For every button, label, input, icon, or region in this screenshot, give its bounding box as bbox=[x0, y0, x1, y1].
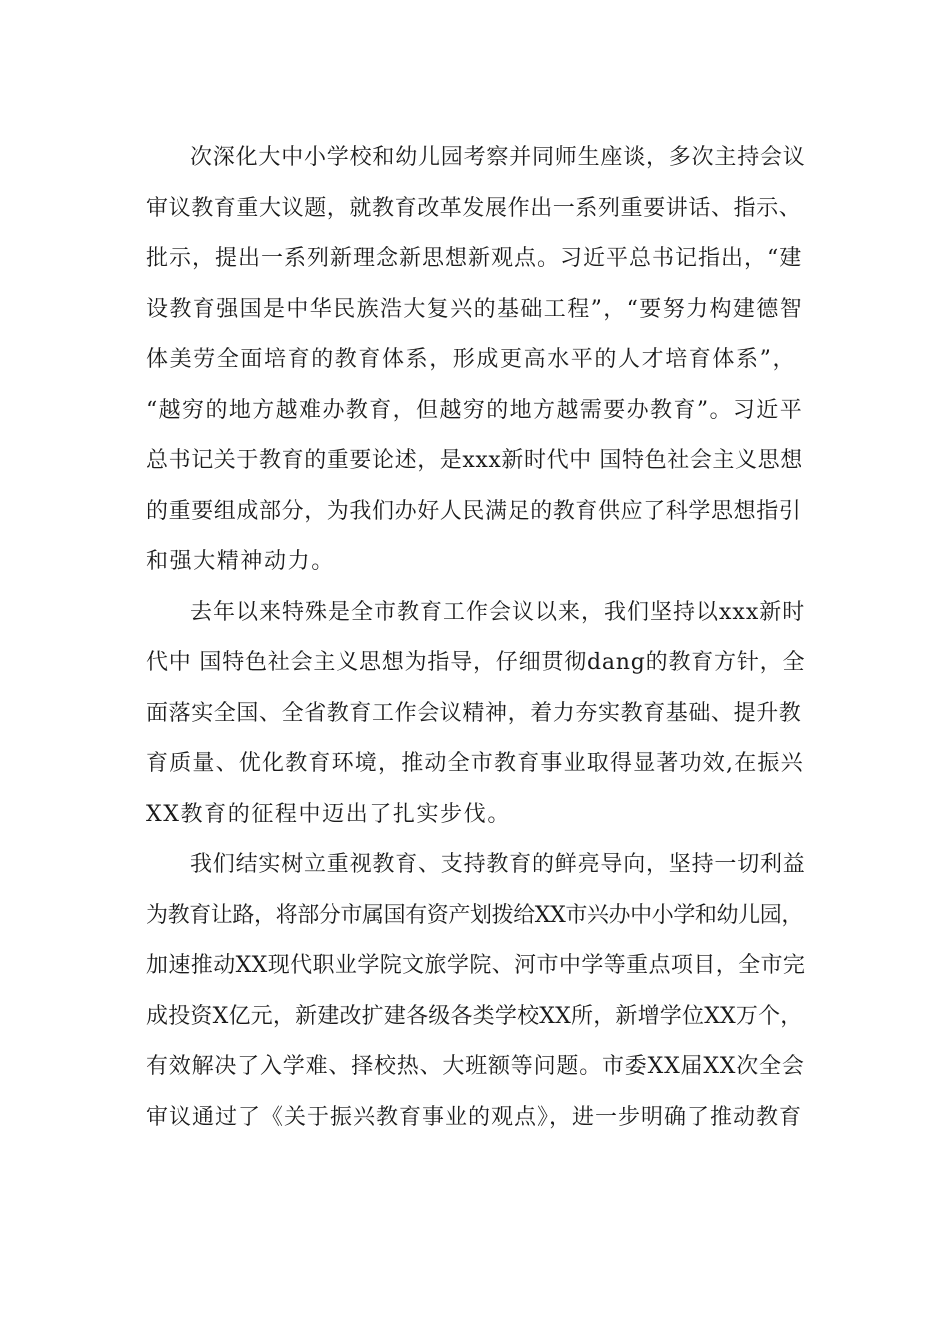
text-line: “越穷的地方越难办教育，但越穷的地方越需要办教育”。习近平 bbox=[146, 397, 804, 423]
text-line: XX教育的征程中迈出了扎实步伐。 bbox=[146, 801, 511, 827]
text-line: 为教育让路，将部分市属国有资产划拨给XX市兴办中小学和幼儿园， bbox=[146, 902, 803, 928]
text-line: 我们结实树立重视教育、支持教育的鲜亮导向，坚持一切利益 bbox=[190, 852, 806, 877]
text-line: 的重要组成部分，为我们办好人民满足的教育供应了科学思想指引 bbox=[146, 498, 802, 524]
text-line: 代中 国特色社会主义思想为指导，仔细贯彻dang的教育方针，全 bbox=[146, 650, 806, 675]
text-line: 面落实全国、全省教育工作会议精神，着力夯实教育基础、提升教 bbox=[146, 700, 802, 726]
text-line: 设教育强国是中华民族浩大复兴的基础工程”，“要努力构建德智 bbox=[146, 296, 804, 322]
text-line: 审议教育重大议题，就教育改革发展作出一系列重要讲话、指示、 bbox=[146, 195, 802, 221]
text-line: 成投资X亿元，新建改扩建各级各类学校XX所，新增学位XX万个， bbox=[146, 1003, 803, 1029]
text-line: 批示，提出一系列新理念新思想新观点。习近平总书记指出，“建 bbox=[146, 246, 803, 271]
text-line: 次深化大中小学校和幼儿园考察并同师生座谈，多次主持会议 bbox=[190, 145, 806, 170]
text-line: 审议通过了《关于振兴教育事业的观点》，进一步明确了推动教育 bbox=[146, 1104, 803, 1130]
text-line: 加速推动XX现代职业学院文旅学院、河市中学等重点项目，全市完 bbox=[146, 953, 806, 978]
text-line: 体美劳全面培育的教育体系，形成更高水平的人才培育体系”， bbox=[146, 347, 797, 372]
document-body bbox=[146, 133, 806, 1143]
text-line: 总书记关于教育的重要论述，是xxx新时代中 国特色社会主义思想 bbox=[146, 448, 803, 473]
text-line: 和强大精神动力。 bbox=[146, 549, 335, 574]
text-line: 有效解决了入学难、择校热、大班额等问题。市委XX届XX次全会 bbox=[146, 1054, 805, 1079]
text-line: 育质量、优化教育环境，推动全市教育事业取得显著功效,在振兴 bbox=[146, 751, 804, 776]
text-line: 去年以来特殊是全市教育工作会议以来，我们坚持以xxx新时 bbox=[190, 599, 806, 625]
